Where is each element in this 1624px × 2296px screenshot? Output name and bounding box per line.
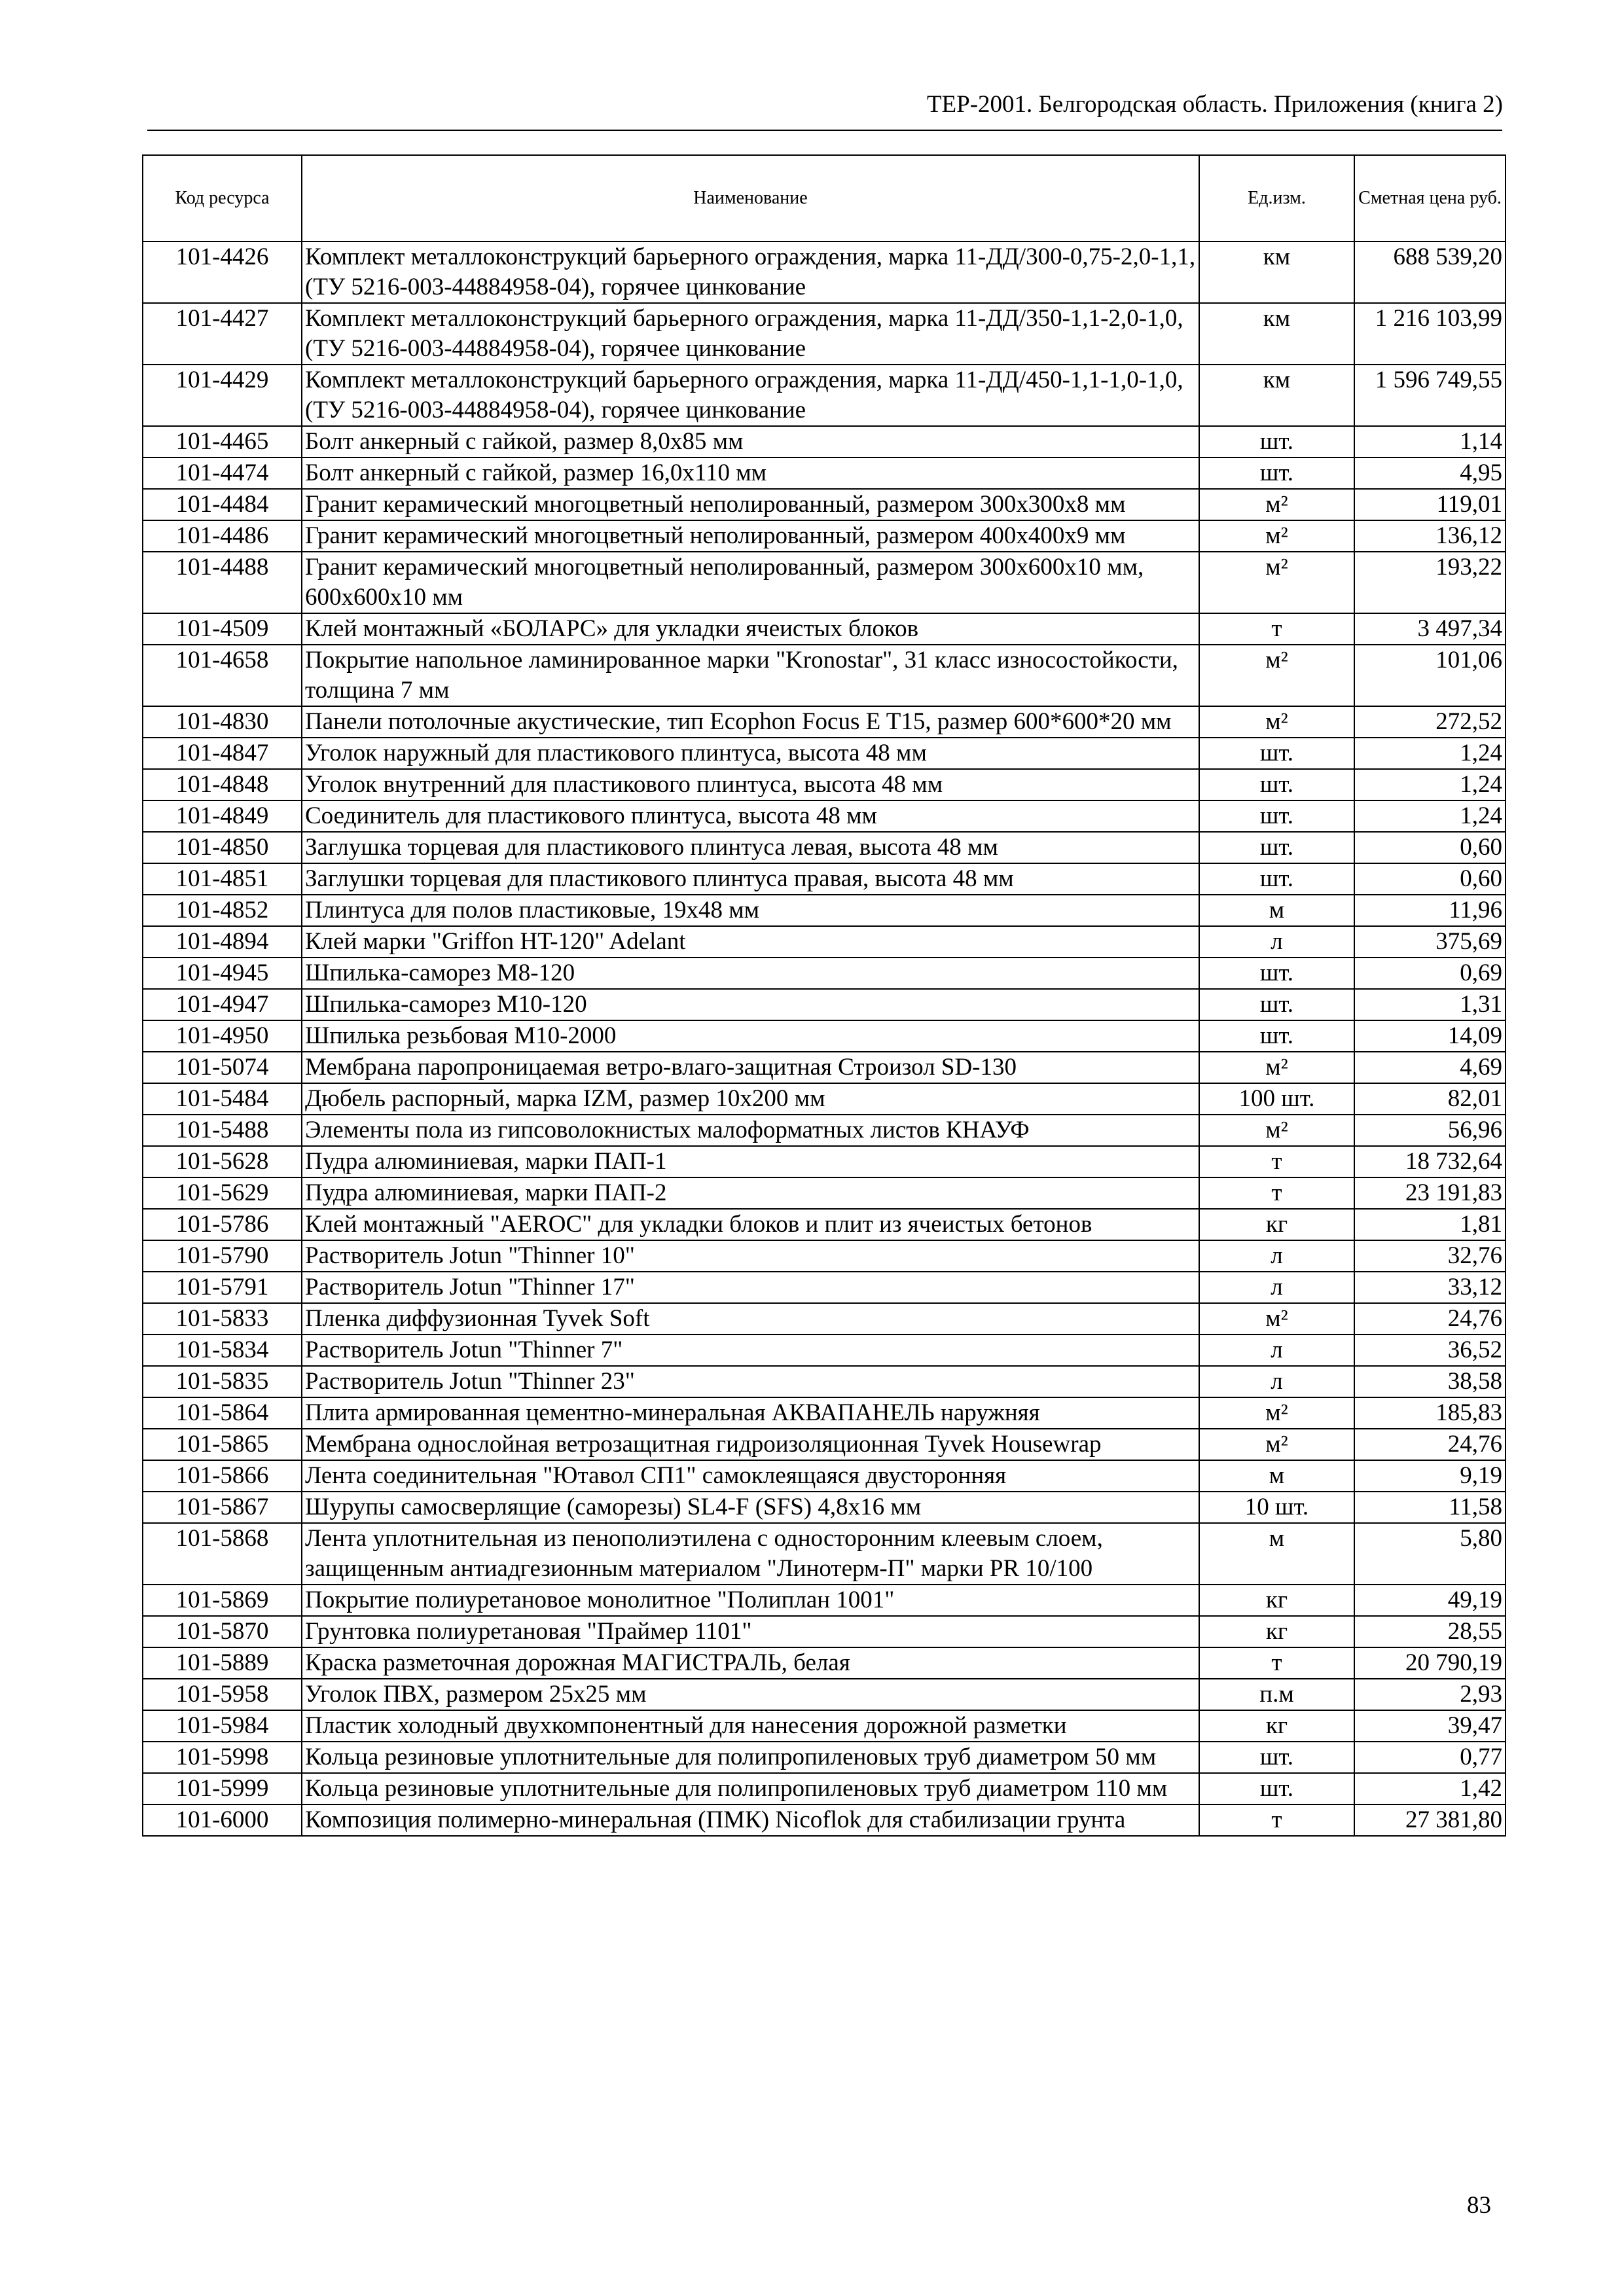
cell-price: 1,81: [1354, 1209, 1506, 1240]
cell-price: 272,52: [1354, 706, 1506, 738]
cell-unit: шт.: [1199, 1020, 1354, 1052]
cell-price: 4,69: [1354, 1052, 1506, 1083]
cell-price: 688 539,20: [1354, 242, 1506, 303]
cell-code: 101-5791: [143, 1272, 302, 1303]
column-header-price: Сметная цена руб.: [1354, 155, 1506, 242]
cell-name: Соединитель для пластикового плинтуса, высота 48 мм: [302, 800, 1199, 832]
cell-unit: т: [1199, 1177, 1354, 1209]
cell-unit: 10 шт.: [1199, 1492, 1354, 1523]
cell-unit: км: [1199, 365, 1354, 426]
cell-unit: л: [1199, 1240, 1354, 1272]
cell-price: 56,96: [1354, 1115, 1506, 1146]
cell-unit: км: [1199, 303, 1354, 365]
cell-price: 1,24: [1354, 769, 1506, 800]
cell-name: Панели потолочные акустические, тип Ecophon Focus E T15, размер 600*600*20 мм: [302, 706, 1199, 738]
cell-name: Пудра алюминиевая, марки ПАП-2: [302, 1177, 1199, 1209]
cell-price: 20 790,19: [1354, 1647, 1506, 1679]
cell-name: Покрытие напольное ламинированное марки "Kronostar", 31 класс износостойкости, толщина 7 мм: [302, 645, 1199, 706]
cell-unit: кг: [1199, 1585, 1354, 1616]
column-header-unit: Ед.изм.: [1199, 155, 1354, 242]
cell-unit: п.м: [1199, 1679, 1354, 1710]
cell-price: 1,14: [1354, 426, 1506, 457]
cell-code: 101-5865: [143, 1429, 302, 1460]
cell-code: 101-4830: [143, 706, 302, 738]
cell-unit: м²: [1199, 645, 1354, 706]
table-row: [143, 1303, 1506, 1335]
cell-price: 1,31: [1354, 989, 1506, 1020]
cell-code: 101-5786: [143, 1209, 302, 1240]
table-row: [143, 1366, 1506, 1397]
cell-price: 36,52: [1354, 1335, 1506, 1366]
cell-unit: кг: [1199, 1616, 1354, 1647]
cell-price: 28,55: [1354, 1616, 1506, 1647]
cell-price: 193,22: [1354, 552, 1506, 613]
table-row: [143, 706, 1506, 738]
cell-code: 101-4849: [143, 800, 302, 832]
cell-code: 101-5864: [143, 1397, 302, 1429]
cell-code: 101-4947: [143, 989, 302, 1020]
cell-price: 38,58: [1354, 1366, 1506, 1397]
cell-name: Пленка диффузионная Tyvek Soft: [302, 1303, 1199, 1335]
cell-code: 101-5484: [143, 1083, 302, 1115]
cell-price: 1 216 103,99: [1354, 303, 1506, 365]
table-row: [143, 1115, 1506, 1146]
cell-code: 101-5870: [143, 1616, 302, 1647]
cell-name: Болт анкерный с гайкой, размер 8,0х85 мм: [302, 426, 1199, 457]
table-row: [143, 1429, 1506, 1460]
cell-price: 24,76: [1354, 1303, 1506, 1335]
cell-unit: шт.: [1199, 989, 1354, 1020]
cell-price: 101,06: [1354, 645, 1506, 706]
cell-unit: т: [1199, 613, 1354, 645]
column-header-name: Наименование: [302, 155, 1199, 242]
cell-code: 101-5835: [143, 1366, 302, 1397]
cell-unit: л: [1199, 1366, 1354, 1397]
table-row: [143, 520, 1506, 552]
table-row: [143, 1585, 1506, 1616]
cell-unit: т: [1199, 1647, 1354, 1679]
table-row: [143, 1804, 1506, 1836]
table-row: [143, 1742, 1506, 1773]
cell-unit: 100 шт.: [1199, 1083, 1354, 1115]
cell-unit: м: [1199, 1460, 1354, 1492]
cell-code: 101-5869: [143, 1585, 302, 1616]
cell-name: Комплект металлоконструкций барьерного ограждения, марка 11-ДД/350-1,1-2,0-1,0, (ТУ 5216-003-44884958-04), горячее цинкование: [302, 303, 1199, 365]
cell-code: 101-5889: [143, 1647, 302, 1679]
cell-price: 11,58: [1354, 1492, 1506, 1523]
cell-name: Дюбель распорный, марка IZM, размер 10х200 мм: [302, 1083, 1199, 1115]
cell-code: 101-4852: [143, 895, 302, 926]
cell-code: 101-5628: [143, 1146, 302, 1177]
cell-code: 101-4429: [143, 365, 302, 426]
cell-code: 101-5998: [143, 1742, 302, 1773]
table-row: [143, 1710, 1506, 1742]
cell-price: 49,19: [1354, 1585, 1506, 1616]
cell-unit: м²: [1199, 1052, 1354, 1083]
cell-price: 3 497,34: [1354, 613, 1506, 645]
cell-code: 101-4427: [143, 303, 302, 365]
cell-price: 24,76: [1354, 1429, 1506, 1460]
cell-name: Шпилька резьбовая М10-2000: [302, 1020, 1199, 1052]
cell-unit: м²: [1199, 552, 1354, 613]
cell-name: Грунтовка полиуретановая "Праймер 1101": [302, 1616, 1199, 1647]
table-row: [143, 738, 1506, 769]
cell-unit: шт.: [1199, 832, 1354, 863]
cell-unit: м²: [1199, 520, 1354, 552]
cell-name: Растворитель Jotun "Thinner 10": [302, 1240, 1199, 1272]
cell-price: 1 596 749,55: [1354, 365, 1506, 426]
cell-unit: м²: [1199, 706, 1354, 738]
cell-name: Мембрана однослойная ветрозащитная гидроизоляционная Tyvek Housewrap: [302, 1429, 1199, 1460]
cell-price: 1,24: [1354, 738, 1506, 769]
cell-code: 101-4851: [143, 863, 302, 895]
cell-code: 101-4950: [143, 1020, 302, 1052]
cell-unit: кг: [1199, 1209, 1354, 1240]
table-row: [143, 1209, 1506, 1240]
cell-code: 101-6000: [143, 1804, 302, 1836]
cell-price: 27 381,80: [1354, 1804, 1506, 1836]
cell-price: 1,24: [1354, 800, 1506, 832]
resource-price-table: [142, 154, 1506, 1837]
header-divider: [147, 130, 1502, 131]
cell-unit: л: [1199, 1272, 1354, 1303]
table-row: [143, 769, 1506, 800]
cell-unit: шт.: [1199, 426, 1354, 457]
cell-code: 101-4426: [143, 242, 302, 303]
cell-unit: м: [1199, 895, 1354, 926]
cell-unit: шт.: [1199, 457, 1354, 489]
cell-name: Плита армированная цементно-минеральная АКВАПАНЕЛЬ наружняя: [302, 1397, 1199, 1429]
cell-name: Лента уплотнительная из пенополиэтилена с односторонним клеевым слоем, защищенным антиадгезионным материалом "Линотерм-П" марки PR 10/100: [302, 1523, 1199, 1585]
cell-name: Гранит керамический многоцветный неполированный, размером 300х300х8 мм: [302, 489, 1199, 520]
cell-name: Гранит керамический многоцветный неполированный, размером 400х400х9 мм: [302, 520, 1199, 552]
table-body: [143, 242, 1506, 1836]
table-row: [143, 1335, 1506, 1366]
table-row: [143, 1616, 1506, 1647]
cell-name: Клей монтажный "AEROC" для укладки блоков и плит из ячеистых бетонов: [302, 1209, 1199, 1240]
cell-price: 0,77: [1354, 1742, 1506, 1773]
table-row: [143, 303, 1506, 365]
cell-price: 0,60: [1354, 863, 1506, 895]
cell-unit: м²: [1199, 1303, 1354, 1335]
cell-code: 101-4850: [143, 832, 302, 863]
table-row: [143, 1146, 1506, 1177]
cell-name: Шпилька-саморез М8-120: [302, 958, 1199, 989]
cell-unit: шт.: [1199, 769, 1354, 800]
cell-price: 185,83: [1354, 1397, 1506, 1429]
cell-code: 101-5074: [143, 1052, 302, 1083]
cell-code: 101-4465: [143, 426, 302, 457]
cell-unit: км: [1199, 242, 1354, 303]
cell-code: 101-4847: [143, 738, 302, 769]
table-row: [143, 1773, 1506, 1804]
cell-name: Клей марки "Griffon HT-120" Adelant: [302, 926, 1199, 958]
table-row: [143, 1240, 1506, 1272]
cell-unit: л: [1199, 1335, 1354, 1366]
table-row: [143, 1052, 1506, 1083]
table-row: [143, 1272, 1506, 1303]
cell-name: Лента соединительная "Ютавол СП1" самоклеящаяся двусторонняя: [302, 1460, 1199, 1492]
cell-price: 82,01: [1354, 1083, 1506, 1115]
cell-code: 101-5984: [143, 1710, 302, 1742]
table-row: [143, 958, 1506, 989]
table-row: [143, 1177, 1506, 1209]
cell-name: Уголок наружный для пластикового плинтуса, высота 48 мм: [302, 738, 1199, 769]
cell-price: 2,93: [1354, 1679, 1506, 1710]
cell-name: Заглушки торцевая для пластикового плинтуса правая, высота 48 мм: [302, 863, 1199, 895]
cell-name: Мембрана паропроницаемая ветро-влаго-защитная Строизол SD-130: [302, 1052, 1199, 1083]
cell-unit: шт.: [1199, 1742, 1354, 1773]
cell-name: Гранит керамический многоцветный неполированный, размером 300х600х10 мм, 600х600х10 мм: [302, 552, 1199, 613]
cell-price: 5,80: [1354, 1523, 1506, 1585]
cell-name: Шпилька-саморез М10-120: [302, 989, 1199, 1020]
cell-name: Кольца резиновые уплотнительные для полипропиленовых труб диаметром 110 мм: [302, 1773, 1199, 1804]
cell-code: 101-5488: [143, 1115, 302, 1146]
cell-unit: шт.: [1199, 863, 1354, 895]
cell-unit: л: [1199, 926, 1354, 958]
cell-code: 101-4488: [143, 552, 302, 613]
cell-name: Шурупы самосверлящие (саморезы) SL4-F (SFS) 4,8х16 мм: [302, 1492, 1199, 1523]
cell-name: Растворитель Jotun "Thinner 17": [302, 1272, 1199, 1303]
table-row: [143, 989, 1506, 1020]
cell-code: 101-5999: [143, 1773, 302, 1804]
table-row: [143, 800, 1506, 832]
cell-unit: шт.: [1199, 1773, 1354, 1804]
cell-price: 39,47: [1354, 1710, 1506, 1742]
cell-name: Растворитель Jotun "Thinner 23": [302, 1366, 1199, 1397]
cell-unit: м²: [1199, 1397, 1354, 1429]
cell-unit: м²: [1199, 489, 1354, 520]
column-header-code: Код ресурса: [143, 155, 302, 242]
cell-unit: кг: [1199, 1710, 1354, 1742]
page-header-title: ТЕР-2001. Белгородская область. Приложения (книга 2): [926, 91, 1503, 118]
cell-code: 101-4486: [143, 520, 302, 552]
cell-name: Плинтуса для полов пластиковые, 19х48 мм: [302, 895, 1199, 926]
cell-name: Пластик холодный двухкомпонентный для нанесения дорожной разметки: [302, 1710, 1199, 1742]
cell-code: 101-4658: [143, 645, 302, 706]
cell-name: Болт анкерный с гайкой, размер 16,0х110 мм: [302, 457, 1199, 489]
cell-code: 101-5868: [143, 1523, 302, 1585]
cell-code: 101-4945: [143, 958, 302, 989]
cell-price: 32,76: [1354, 1240, 1506, 1272]
cell-code: 101-4848: [143, 769, 302, 800]
table-row: [143, 365, 1506, 426]
cell-code: 101-5958: [143, 1679, 302, 1710]
cell-name: Клей монтажный «БОЛАРС» для укладки ячеистых блоков: [302, 613, 1199, 645]
cell-price: 0,60: [1354, 832, 1506, 863]
cell-price: 11,96: [1354, 895, 1506, 926]
table-row: [143, 1397, 1506, 1429]
table-row: [143, 552, 1506, 613]
table-row: [143, 613, 1506, 645]
table-row: [143, 1647, 1506, 1679]
table-row: [143, 832, 1506, 863]
cell-name: Краска разметочная дорожная МАГИСТРАЛЬ, белая: [302, 1647, 1199, 1679]
cell-name: Элементы пола из гипсоволокнистых малоформатных листов КНАУФ: [302, 1115, 1199, 1146]
cell-unit: шт.: [1199, 738, 1354, 769]
cell-code: 101-4474: [143, 457, 302, 489]
table-row: [143, 1083, 1506, 1115]
cell-unit: м: [1199, 1523, 1354, 1585]
cell-name: Уголок внутренний для пластикового плинтуса, высота 48 мм: [302, 769, 1199, 800]
cell-price: 119,01: [1354, 489, 1506, 520]
table-row: [143, 242, 1506, 303]
table-row: [143, 863, 1506, 895]
table-row: [143, 1460, 1506, 1492]
table-row: [143, 645, 1506, 706]
cell-price: 1,42: [1354, 1773, 1506, 1804]
table-row: [143, 489, 1506, 520]
cell-price: 4,95: [1354, 457, 1506, 489]
table-row: [143, 895, 1506, 926]
cell-name: Комплект металлоконструкций барьерного ограждения, марка 11-ДД/450-1,1-1,0-1,0, (ТУ 5216-003-44884958-04), горячее цинкование: [302, 365, 1199, 426]
table-row: [143, 1523, 1506, 1585]
cell-unit: м²: [1199, 1429, 1354, 1460]
cell-code: 101-4894: [143, 926, 302, 958]
cell-name: Растворитель Jotun "Thinner 7": [302, 1335, 1199, 1366]
cell-price: 14,09: [1354, 1020, 1506, 1052]
table-row: [143, 1020, 1506, 1052]
cell-unit: т: [1199, 1804, 1354, 1836]
table-row: [143, 1492, 1506, 1523]
table-header-row: [143, 155, 1506, 242]
cell-code: 101-5867: [143, 1492, 302, 1523]
page-number: 83: [1467, 2192, 1491, 2219]
table-row: [143, 457, 1506, 489]
cell-code: 101-4484: [143, 489, 302, 520]
cell-price: 33,12: [1354, 1272, 1506, 1303]
cell-price: 375,69: [1354, 926, 1506, 958]
cell-unit: шт.: [1199, 958, 1354, 989]
cell-name: Уголок ПВХ, размером 25х25 мм: [302, 1679, 1199, 1710]
cell-price: 18 732,64: [1354, 1146, 1506, 1177]
cell-code: 101-5834: [143, 1335, 302, 1366]
cell-name: Пудра алюминиевая, марки ПАП-1: [302, 1146, 1199, 1177]
table-row: [143, 926, 1506, 958]
cell-price: 0,69: [1354, 958, 1506, 989]
cell-price: 9,19: [1354, 1460, 1506, 1492]
cell-code: 101-5629: [143, 1177, 302, 1209]
cell-code: 101-5866: [143, 1460, 302, 1492]
table-row: [143, 426, 1506, 457]
cell-name: Покрытие полиуретановое монолитное "Полиплан 1001": [302, 1585, 1199, 1616]
table-row: [143, 1679, 1506, 1710]
cell-code: 101-4509: [143, 613, 302, 645]
cell-unit: шт.: [1199, 800, 1354, 832]
cell-price: 136,12: [1354, 520, 1506, 552]
cell-name: Композиция полимерно-минеральная (ПМК) Nicoflok для стабилизации грунта: [302, 1804, 1199, 1836]
cell-name: Комплект металлоконструкций барьерного ограждения, марка 11-ДД/300-0,75-2,0-1,1, (ТУ 5216-003-44884958-04), горячее цинкование: [302, 242, 1199, 303]
cell-price: 23 191,83: [1354, 1177, 1506, 1209]
cell-code: 101-5833: [143, 1303, 302, 1335]
cell-name: Заглушка торцевая для пластикового плинтуса левая, высота 48 мм: [302, 832, 1199, 863]
cell-unit: м²: [1199, 1115, 1354, 1146]
cell-code: 101-5790: [143, 1240, 302, 1272]
cell-name: Кольца резиновые уплотнительные для полипропиленовых труб диаметром 50 мм: [302, 1742, 1199, 1773]
cell-unit: т: [1199, 1146, 1354, 1177]
